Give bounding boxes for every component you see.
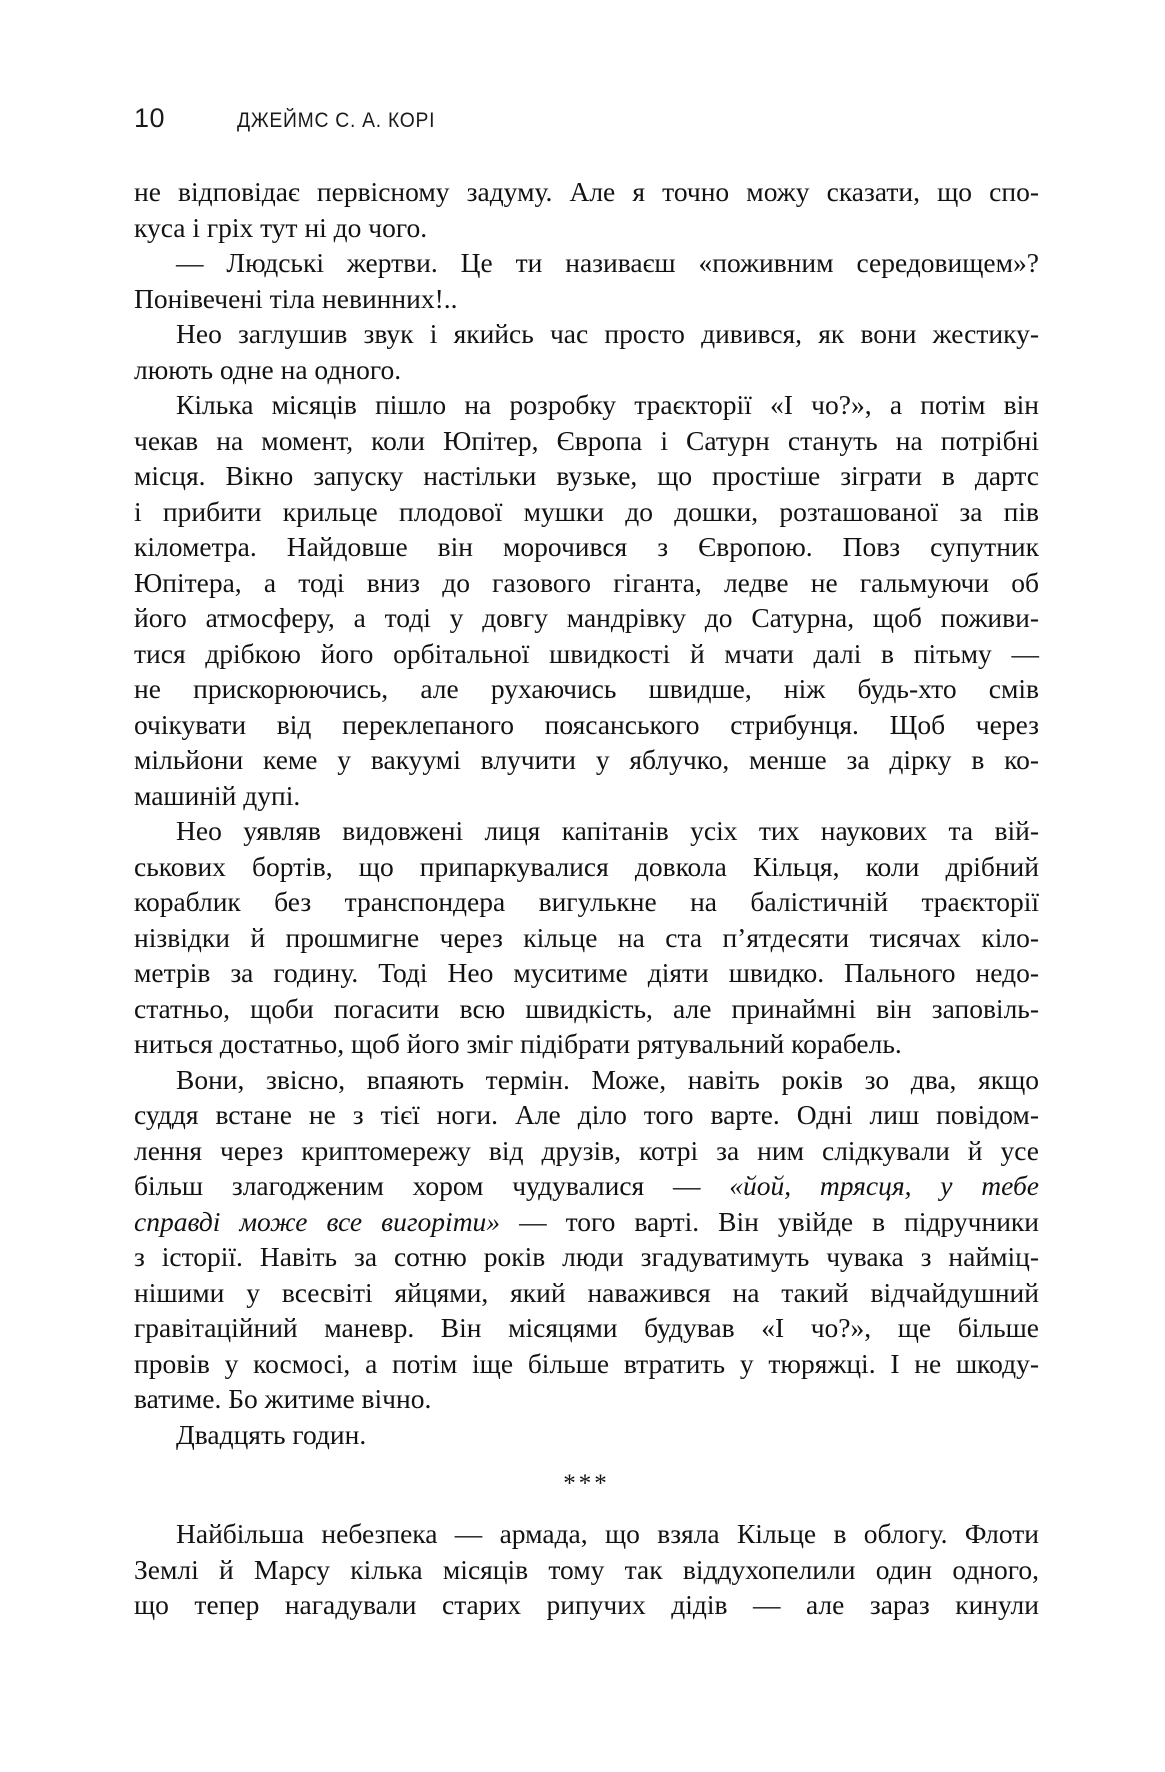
text-line [134,1239,1039,1275]
text-line [134,494,1039,530]
text-segment: кілометра. Найдовше він морочився з Європою. Повз супутник [134,531,1039,562]
text-line [134,813,1039,849]
running-header [134,103,453,134]
text-segment: нішими у всесвіті яйцями, який наважився на такий відчайдушний [134,1276,1039,1308]
text-segment: нізвідки й прошмигне через кільце на ста п’ятдесяти тисячах кіло- [134,921,1039,953]
text-line [134,955,1039,991]
text-line [134,778,1039,814]
text-line [134,1516,1039,1552]
text-line [134,1275,1039,1311]
text-segment: метрів за годину. Тоді Нео муситиме діяти швидко. Пального недо- [134,957,1039,988]
text-line [134,245,1039,281]
text-line [134,1204,1039,1240]
text-line [134,423,1039,459]
text-line [134,1310,1039,1346]
text-line [134,1346,1039,1382]
text-segment: очікувати від переклепаного поясанського стрибунця. Щоб через [134,708,1039,740]
text-segment: ватиме. Бо житиме вічно. [134,1383,432,1414]
text-line [134,1587,1039,1623]
text-segment: — того варті. Він увійде в підручники [500,1205,1039,1237]
text-segment: ськових бортів, що припаркувалися довкола Кільця, коли дрібний [134,850,1039,882]
text-line [134,316,1039,352]
text-segment: гравітаційний маневр. Він місяцями будував «І чо?», ще більше [134,1312,1039,1343]
text-segment: статньо, щоби погасити всю швидкість, але принаймні він заповіль- [134,992,1039,1024]
text-line [134,281,1039,317]
text-line [134,742,1039,778]
text-segment: суддя встане не з тієї ноги. Але діло того варте. Одні лиш повідом- [134,1099,1039,1130]
text-line [134,1552,1039,1588]
text-line [134,1417,1039,1453]
running-head-author: ДЖЕЙМС С. А. КОРІ [237,109,436,132]
italic-text-segment: «йой, трясця, у тебе [729,1170,1040,1201]
text-line [134,849,1039,885]
page-number: 10 [134,103,166,133]
text-segment: місця. Вікно запуску настільки вузьке, що простіше зіграти в дартс [134,460,1039,491]
text-line [134,565,1039,601]
text-line [134,1168,1039,1204]
text-segment: ниться достатньо, щоб його зміг підібрати рятувальний корабель. [134,1028,902,1059]
text-segment: його атмосферу, а тоді у довгу мандрівку до Сатурна, щоб поживи- [134,602,1039,633]
text-line [134,707,1039,743]
text-line [134,1097,1039,1133]
text-segment: не прискорюючись, але рухаючись швидше, ніж будь-хто смів [134,673,1039,704]
text-line [134,458,1039,494]
text-block [134,174,1039,1623]
text-line [134,387,1039,423]
text-line [134,1133,1039,1169]
text-segment: Найбільша небезпека — армада, що взяла Кільце в облогу. Флоти [176,1518,1039,1549]
text-line [134,991,1039,1027]
text-line [134,884,1039,920]
text-segment: кораблик без транспондера вигулькне на балістичній траєкторії [134,886,1039,917]
text-line [134,671,1039,707]
text-segment: і прибити крильце плодової мушки до дошки, розташованої за пів [134,495,1039,527]
text-segment: чекав на момент, коли Юпітер, Європа і Сатурн стануть на потрібні [134,424,1039,456]
text-segment: Кілька місяців пішло на розробку траєкторії «І чо?», а потім він [176,389,1039,420]
text-segment: мільйони кеме у вакуумі влучити у яблучко, менше за дірку в ко- [134,744,1039,775]
text-line [134,920,1039,956]
text-line [134,1026,1039,1062]
section-separator: *** [563,1470,610,1497]
text-segment: Юпітера, а тоді вниз до газового гіганта, ледве не гальмуючи об [134,566,1039,598]
text-segment: Нео заглушив звук і якийсь час просто дивився, як вони жестику- [176,318,1039,349]
text-segment: Вони, звісно, впаяють термін. Може, навіть років зо два, якщо [176,1063,1039,1095]
text-line [134,210,1039,246]
text-segment: куса і гріх тут ні до чого. [134,211,428,243]
text-line [134,636,1039,672]
text-line [134,529,1039,565]
text-segment: тися дрібкою його орбітальної швидкості й мчати далі в пітьму — [134,637,1039,669]
text-segment: більш злагодженим хором чудувалися — [134,1170,730,1201]
text-line [134,600,1039,636]
text-segment: люють одне на одного. [134,353,402,385]
text-segment: лення через криптомережу від друзів, котрі за ним слідкували й усе [134,1134,1039,1166]
text-segment: не відповідає первісному задуму. Але я точно можу сказати, що спо- [134,176,1039,207]
text-line [134,1381,1039,1417]
text-segment: що тепер нагадували старих рипучих дідів — але зараз кинули [134,1589,1039,1620]
text-segment: провів у космосі, а потім іще більше втратить у тюряжці. І не шкоду- [134,1347,1039,1379]
text-line [134,352,1039,388]
text-segment: з історії. Навіть за сотню років люди згадуватимуть чувака з найміц- [134,1241,1039,1272]
text-segment: Двадцять годин. [176,1418,367,1450]
text-segment: Землі й Марсу кілька місяців тому так віддухопелили один одного, [134,1553,1039,1585]
text-segment: машиній дупі. [134,779,301,811]
text-segment: Понівечені тіла невинних!.. [134,282,458,314]
text-segment: — Людські жертви. Це ти називаєш «поживним середовищем»? [176,247,1039,278]
text-segment: Нео уявляв видовжені лиця капітанів усіх тих наукових та вій- [176,815,1039,846]
text-line [134,1062,1039,1098]
italic-text-segment: справді може все вигоріти» [134,1205,501,1237]
text-line [134,174,1039,210]
